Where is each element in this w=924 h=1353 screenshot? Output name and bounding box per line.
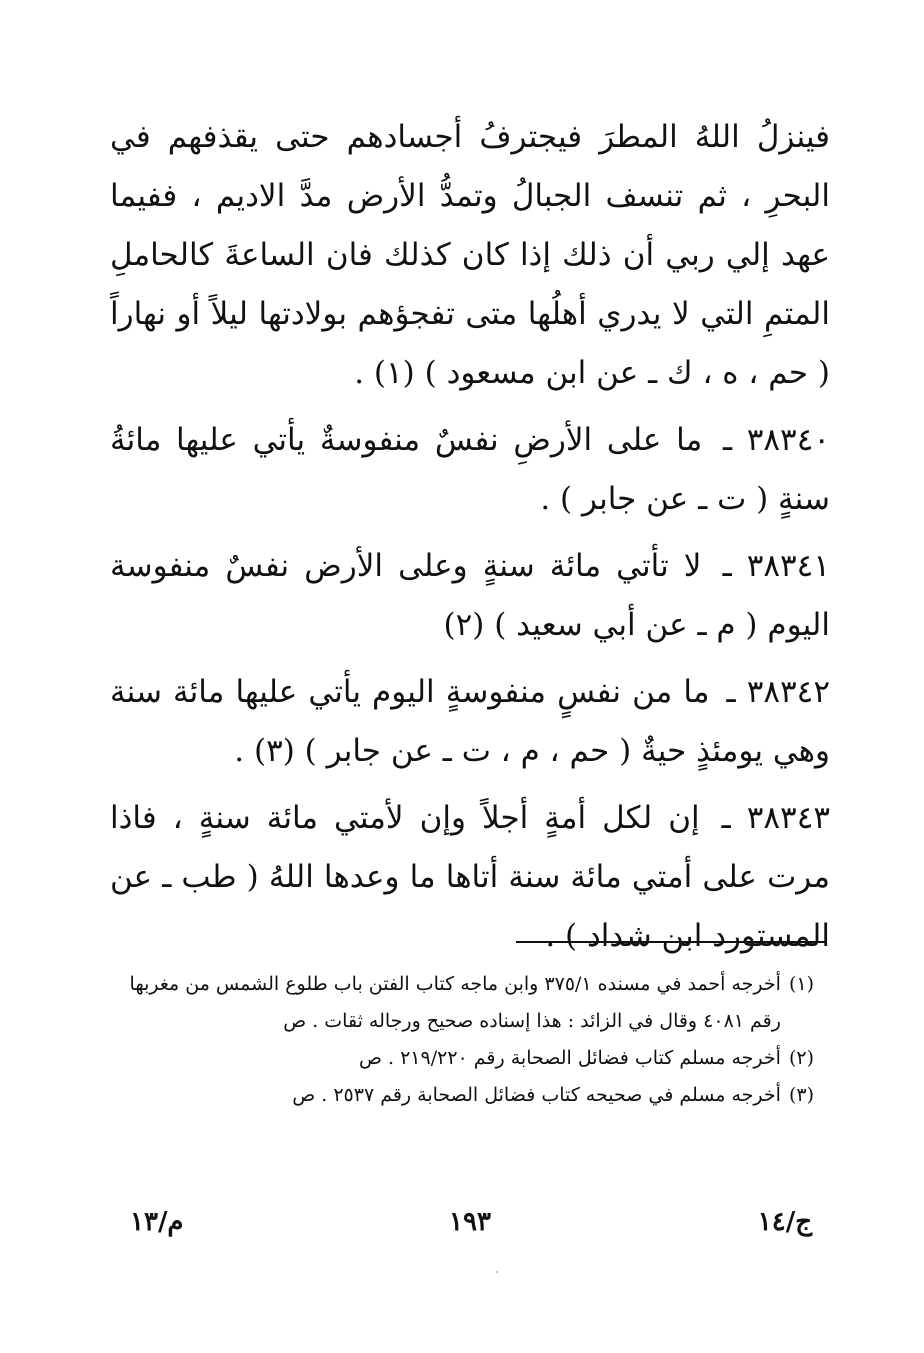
scan-speck — [496, 1271, 498, 1273]
footnotes — [114, 966, 814, 1114]
footnote-marker: (٣) — [788, 1084, 814, 1106]
volume-number: ج/١٤ — [757, 1207, 812, 1237]
footnote-3 — [114, 1077, 814, 1114]
hadith-number: ٣٨٣٤٢ ـ — [726, 674, 830, 710]
footnote-marker: (٢) — [788, 1047, 814, 1069]
hadith-38343 — [110, 789, 830, 966]
footnote-text: أخرجه أحمد في مسنده ٣٧٥/١ وابن ماجه كتاب الفتن باب طلوع الشمس من مغربها رقم ٤٠٨١ وقال في الزائد : هذا إسناده صحيح ورجاله ثقات . ص — [129, 973, 781, 1032]
hadith-number: ٣٨٣٤٣ ـ — [721, 800, 831, 836]
footnote-1 — [114, 966, 814, 1040]
signature-mark: م/١٣ — [130, 1207, 184, 1237]
footnote-text: أخرجه مسلم في صحيحه كتاب فضائل الصحابة رقم ٢٥٣٧ . ص — [292, 1084, 781, 1106]
hadith-38341 — [110, 537, 830, 655]
page-number: ١٩٣ — [449, 1207, 491, 1237]
hadith-38340 — [110, 411, 830, 529]
hadith-text: إن لكل أمةٍ أجلاً وإن لأمتي مائة سنةٍ ، فاذا مرت على أمتي مائة سنة أتاها ما وعدها اللهُ ( طب ـ عن المستورد ابن شداد ) . — [110, 800, 830, 954]
page-footer — [0, 1207, 924, 1247]
hadith-text: ما على الأرضِ نفسٌ منفوسةٌ يأتي عليها مائةُ سنةٍ ( ت ـ عن جابر ) . — [110, 422, 830, 517]
hadith-text: لا تأتي مائة سنةٍ وعلى الأرض نفسٌ منفوسة اليوم ( م ـ عن أبي سعيد ) (٢) — [110, 548, 830, 643]
footnote-text: أخرجه مسلم كتاب فضائل الصحابة رقم ٢١٩/٢٢٠ . ص — [359, 1047, 781, 1069]
hadith-text: ما من نفسٍ منفوسةٍ اليوم يأتي عليها مائة سنة وهي يومئذٍ حيةٌ ( حم ، م ، ت ـ عن جابر ) (٣) . — [110, 674, 830, 769]
hadith-38342 — [110, 663, 830, 781]
footnote-marker: (١) — [788, 973, 814, 995]
footnote-divider — [516, 941, 826, 943]
hadith-number: ٣٨٣٤١ ـ — [722, 548, 830, 584]
main-text — [110, 108, 830, 974]
footnote-2 — [114, 1040, 814, 1077]
hadith-number: ٣٨٣٤٠ ـ — [722, 422, 831, 458]
continuation-paragraph: فينزلُ اللهُ المطرَ فيجترفُ أجسادهم حتى يقذفهم في البحرِ ، ثم تنسف الجبالُ وتمدُّ الأرض مدَّ الاديم ، ففيما عهد إلي ربي أن ذلك إذا كان كذلك فان الساعةَ كالحاملِ المتمِ التي لا يدري أهلُها متى تفجؤهم بولادتها ليلاً أو نهاراً ( حم ، ه ، ك ـ عن ابن مسعود ) (١) . — [110, 119, 830, 391]
